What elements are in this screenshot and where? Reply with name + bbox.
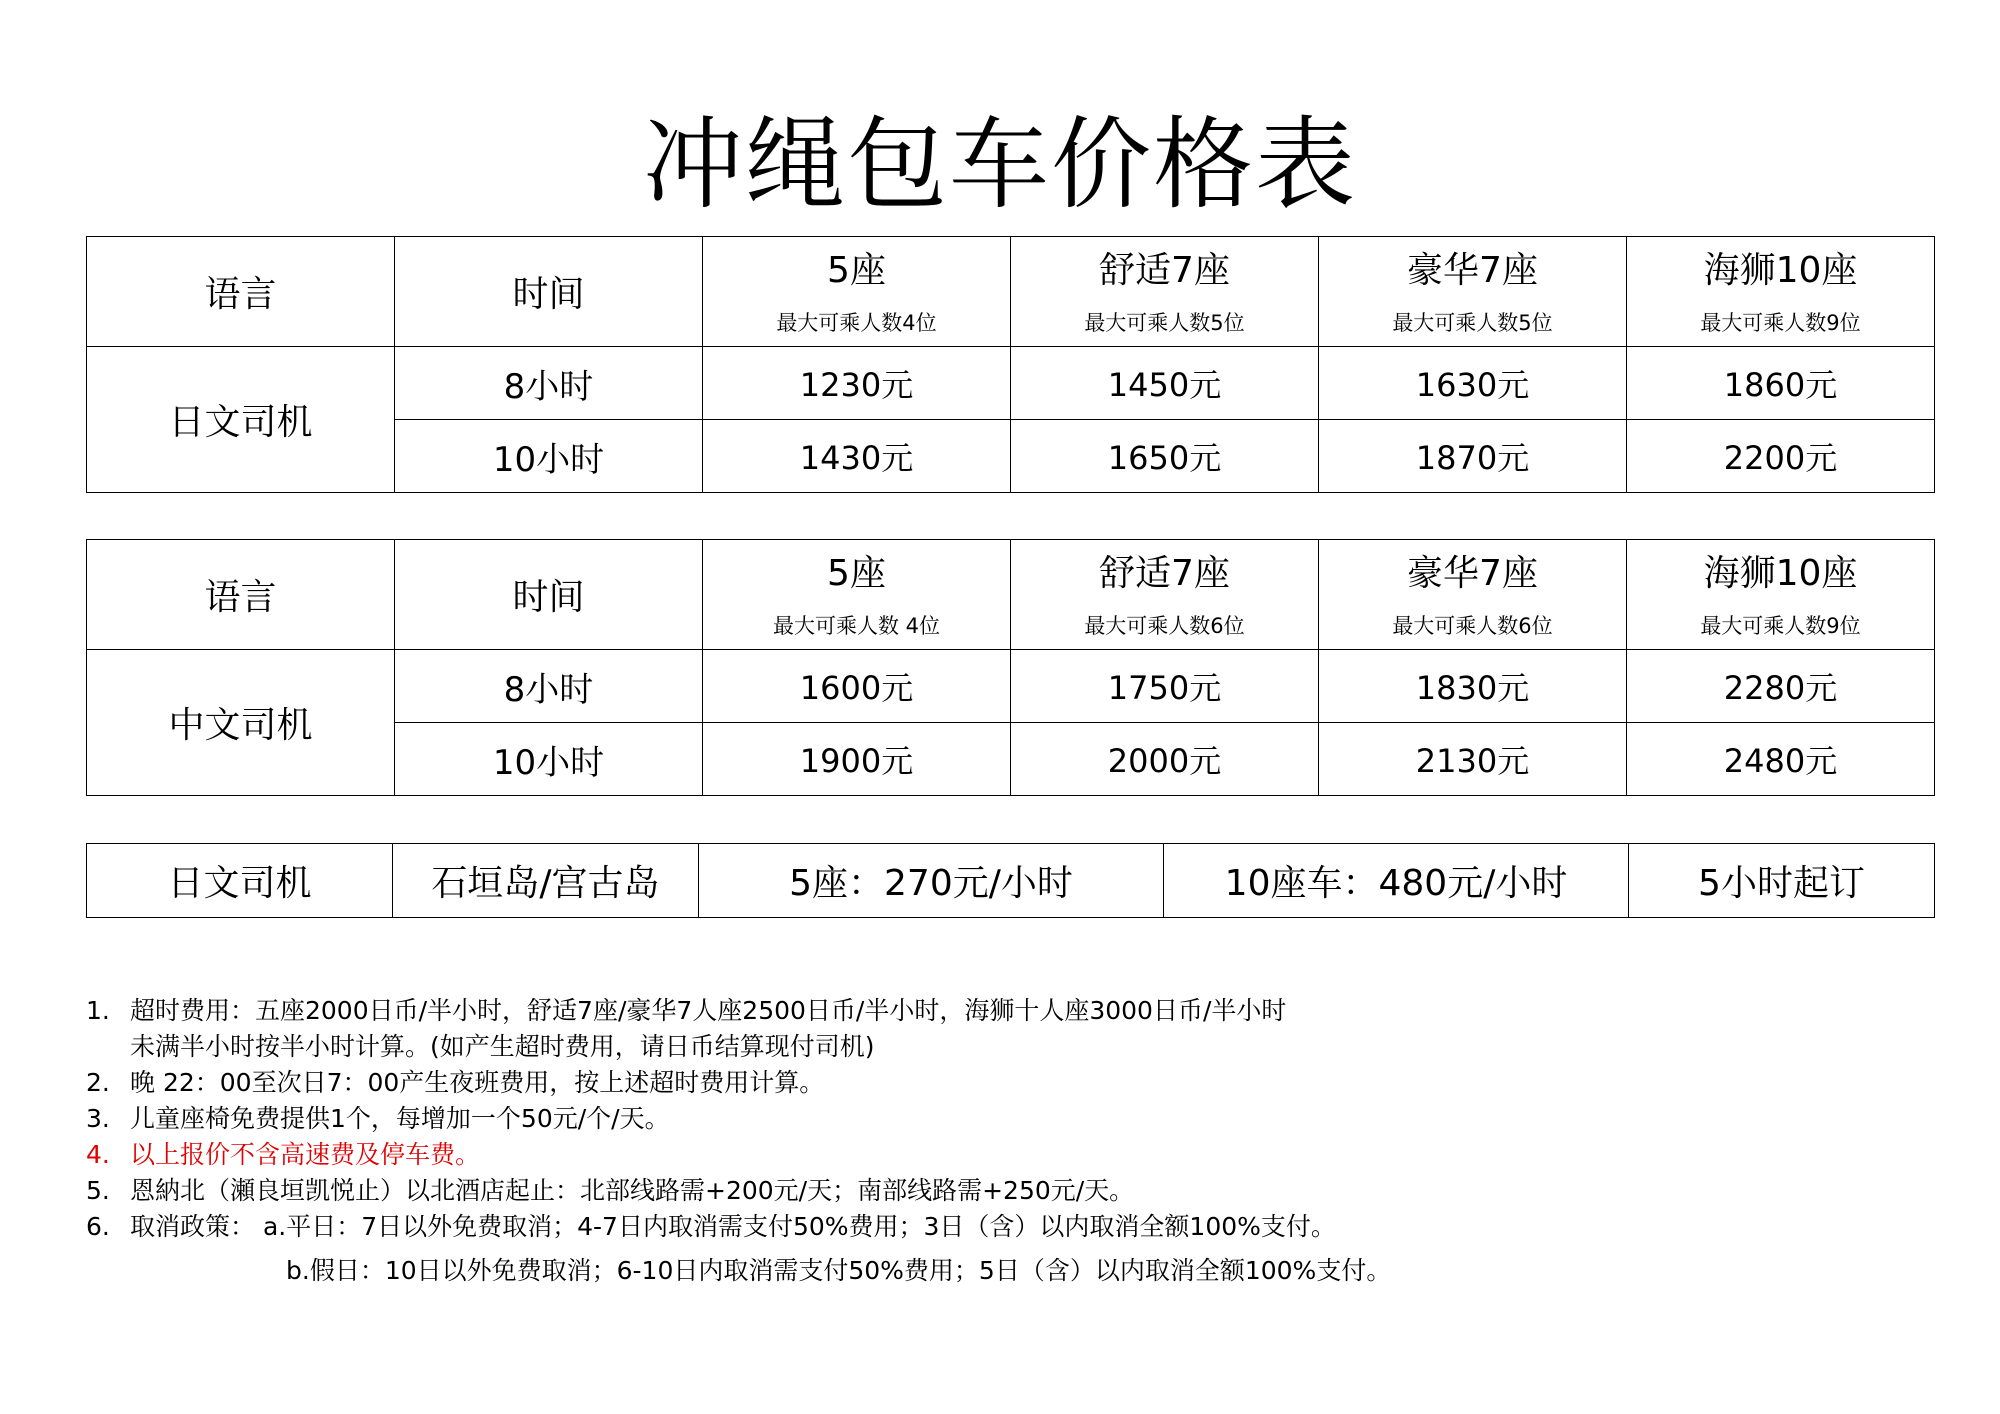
price-cell: 1900元: [703, 723, 1011, 796]
note-text: 儿童座椅免费提供1个，每增加一个50元/个/天。: [130, 1104, 670, 1133]
price-cell: 1430元: [703, 420, 1011, 493]
car-header-hiace-10-seat: [1627, 237, 1935, 347]
page-title: 冲绳包车价格表: [643, 106, 1357, 223]
note-item: [86, 993, 1391, 1029]
duration-cell: 10小时: [395, 420, 703, 493]
price-cell: 1630元: [1319, 347, 1627, 420]
minimum-booking-cell: 5小时起订: [1629, 844, 1935, 918]
language-header: 语言: [87, 540, 395, 650]
note-continuation: b.假日：10日以外免费取消；6-10日内取消需支付50%费用；5日（含）以内取消全额100%支付。: [286, 1256, 1392, 1285]
table-header-row: [87, 237, 1935, 347]
note-item-warning: [86, 1137, 1391, 1173]
price-cell: 1230元: [703, 347, 1011, 420]
language-header: 语言: [87, 237, 395, 347]
note-number: 4.: [86, 1140, 110, 1169]
chinese-driver-price-table: [86, 539, 1935, 796]
price-cell: 1600元: [703, 650, 1011, 723]
note-text: 以上报价不含高速费及停车费。: [130, 1140, 481, 1169]
car-name: 海狮10座: [1703, 553, 1858, 594]
japanese-driver-price-table: [86, 236, 1935, 493]
location-cell: 石垣岛/宫古岛: [393, 844, 699, 918]
price-cell: 2480元: [1627, 723, 1935, 796]
note-continuation: 未满半小时按半小时计算。(如产生超时费用，请日币结算现付司机): [130, 1032, 875, 1061]
five-seat-rate-cell: 5座：270元/小时: [699, 844, 1164, 918]
driver-language-cell: 中文司机: [87, 650, 395, 796]
car-capacity: 最大可乘人数6位: [1392, 614, 1553, 638]
price-cell: 1750元: [1011, 650, 1319, 723]
car-capacity: 最大可乘人数9位: [1700, 311, 1861, 335]
table-row: [87, 650, 1935, 723]
car-capacity: 最大可乘人数6位: [1084, 614, 1245, 638]
note-text: 恩納北（瀬良垣凯悦止）以北酒店起止：北部线路需+200元/天；南部线路需+250元/天。: [130, 1176, 1135, 1205]
duration-cell: 10小时: [395, 723, 703, 796]
duration-cell: 8小时: [395, 347, 703, 420]
price-cell: 1830元: [1319, 650, 1627, 723]
car-header-comfort-7-seat: [1011, 540, 1319, 650]
note-item: [86, 1065, 1391, 1101]
car-capacity: 最大可乘人数5位: [1084, 311, 1245, 335]
car-name: 舒适7座: [1099, 250, 1230, 291]
note-item: [86, 1173, 1391, 1209]
car-name: 舒适7座: [1099, 553, 1230, 594]
note-item: [86, 1101, 1391, 1137]
price-cell: 2280元: [1627, 650, 1935, 723]
car-header-5-seat: [703, 540, 1011, 650]
price-cell: 1650元: [1011, 420, 1319, 493]
time-header: 时间: [395, 237, 703, 347]
car-header-luxury-7-seat: [1319, 237, 1627, 347]
car-capacity: 最大可乘人数9位: [1700, 614, 1861, 638]
car-header-comfort-7-seat: [1011, 237, 1319, 347]
driver-language-cell: 日文司机: [87, 347, 395, 493]
price-cell: 2130元: [1319, 723, 1627, 796]
note-item: [86, 1209, 1391, 1245]
price-cell: 1860元: [1627, 347, 1935, 420]
table-row: [87, 347, 1935, 420]
note-number: 3.: [86, 1104, 110, 1133]
note-number: 1.: [86, 996, 110, 1025]
price-cell: 1450元: [1011, 347, 1319, 420]
table-header-row: [87, 540, 1935, 650]
note-number: 5.: [86, 1176, 110, 1205]
car-header-hiace-10-seat: [1627, 540, 1935, 650]
note-text: 超时费用：五座2000日币/半小时，舒适7座/豪华7人座2500日币/半小时，海狮十人座3000日币/半小时: [130, 996, 1287, 1025]
ten-seat-rate-cell: 10座车：480元/小时: [1164, 844, 1629, 918]
driver-language-cell: 日文司机: [87, 844, 393, 918]
car-capacity: 最大可乘人数4位: [776, 311, 937, 335]
car-capacity: 最大可乘人数 4位: [772, 614, 941, 638]
price-cell: 1870元: [1319, 420, 1627, 493]
note-text: 晚 22：00至次日7：00产生夜班费用，按上述超时费用计算。: [130, 1068, 825, 1097]
price-cell: 2200元: [1627, 420, 1935, 493]
car-name: 5座: [827, 250, 886, 291]
car-header-5-seat: [703, 237, 1011, 347]
note-number: 6.: [86, 1212, 110, 1241]
note-number: 2.: [86, 1068, 110, 1097]
car-name: 豪华7座: [1407, 250, 1538, 291]
car-capacity: 最大可乘人数5位: [1392, 311, 1553, 335]
car-name: 豪华7座: [1407, 553, 1538, 594]
time-header: 时间: [395, 540, 703, 650]
table-row: [87, 844, 1935, 918]
price-cell: 2000元: [1011, 723, 1319, 796]
car-name: 海狮10座: [1703, 250, 1858, 291]
car-name: 5座: [827, 553, 886, 594]
notes-list: [86, 993, 1391, 1289]
islands-price-table: [86, 843, 1935, 918]
duration-cell: 8小时: [395, 650, 703, 723]
note-text: 取消政策： a.平日：7日以外免费取消；4-7日内取消需支付50%费用；3日（含）以内取消全额100%支付。: [130, 1212, 1336, 1241]
car-header-luxury-7-seat: [1319, 540, 1627, 650]
